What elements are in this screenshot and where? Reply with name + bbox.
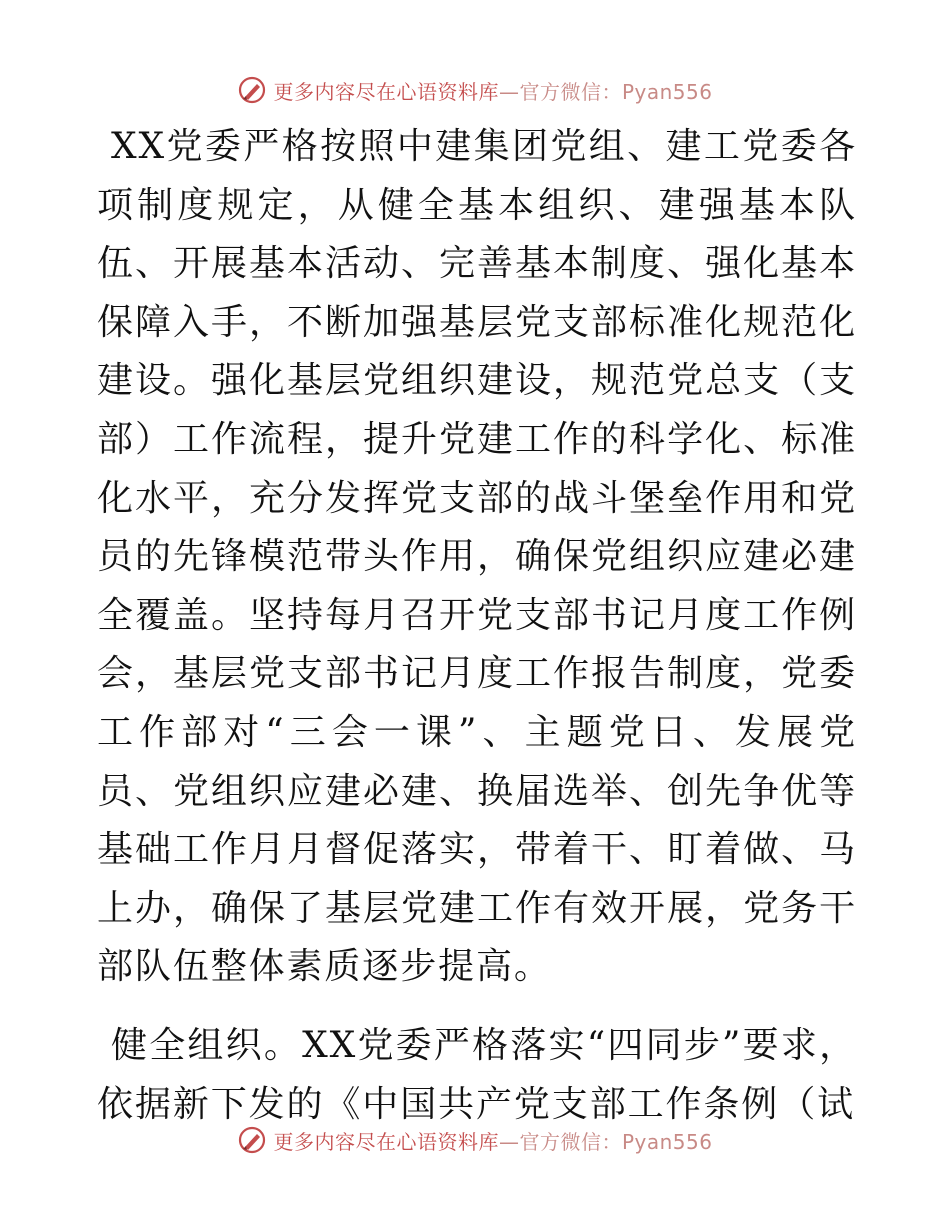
- footer-watermark: [0, 1120, 950, 1160]
- watermark-dash: —: [498, 1129, 520, 1154]
- document-body: [97, 118, 857, 1134]
- watermark-site-text: 更多内容尽在心语资料库: [273, 1129, 499, 1154]
- watermark-text: [273, 1126, 712, 1155]
- body-paragraph: XX党委严格按照中建集团党组、建工党委各项制度规定，从健全基本组织、建强基本队伍、开展基本活动、完善基本制度、强化基本保障入手，不断加强基层党支部标准化规范化建设。强化基层党组织建设，规范党总支（支部）工作流程，提升党建工作的科学化、标准化水平，充分发挥党支部的战斗堡垒作用和党员的先锋模范带头作用，确保党组织应建必建全覆盖。坚持每月召开党支部书记月度工作例会，基层党支部书记月度工作报告制度，党委工作部对“三会一课”、主题党日、发展党员、党组织应建必建、换届选举、创先争优等基础工作月月督促落实，带着干、盯着做、马上办，确保了基层党建工作有效开展，党务干部队伍整体素质逐步提高。: [97, 126, 857, 988]
- header-watermark: [0, 70, 950, 110]
- watermark-site-text: 更多内容尽在心语资料库: [273, 79, 499, 104]
- watermark-wechat-text: 官方微信：Pyan556: [519, 79, 713, 104]
- body-paragraph: 健全组织。XX党委严格落实“四同步”要求，依据新下发的《中国共产党支部工作条例（试: [97, 1024, 857, 1125]
- watermark-text: [273, 76, 712, 105]
- watermark-wechat-text: 官方微信：Pyan556: [519, 1129, 713, 1154]
- pen-logo-icon: [237, 1125, 267, 1155]
- pen-logo-icon: [237, 75, 267, 105]
- watermark-dash: —: [498, 79, 520, 104]
